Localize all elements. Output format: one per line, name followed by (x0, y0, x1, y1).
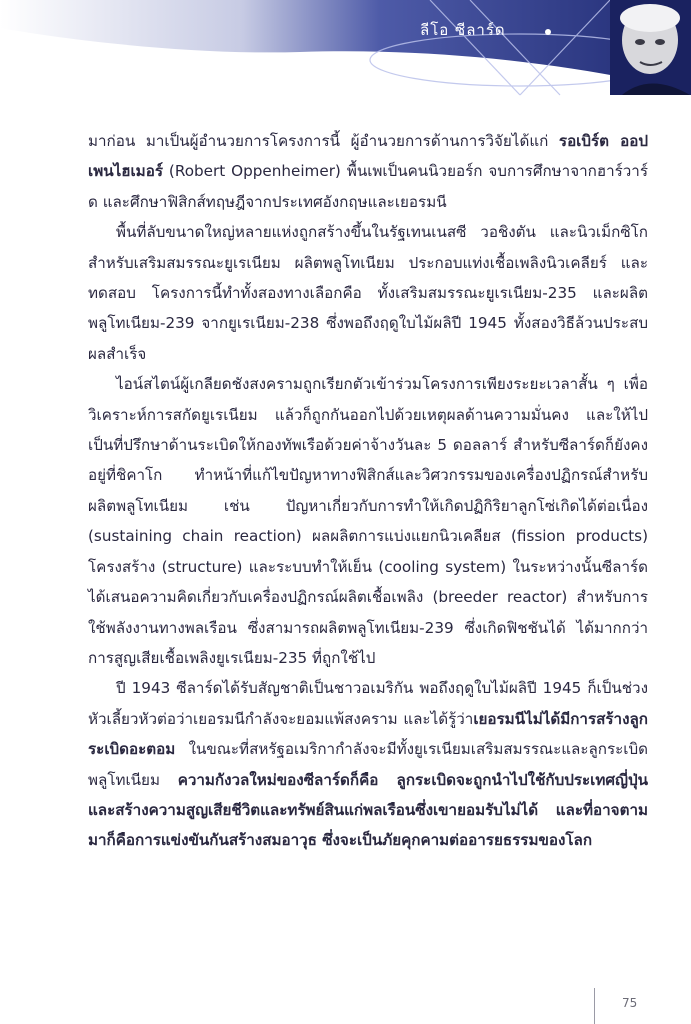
text-run: ไอน์สไตน์ผู้เกลียดชังสงครามถูกเรียกตัวเข้าร่วมโครงการเพียงระยะเวลาสั้น ๆ เพื่อวิเคราะห์การสกัดยูเรเนียม แล้วก็ถูกกันออกไปด้วยเหตุผลด้านความมั่นคง และให้ไปเป็นที่ปรึกษาด้านระเบิดให้กองทัพเรือด้วยค่าจ้างวันละ 5 ดอลลาร์ สำหรับซีลาร์ดก็ยังคงอยู่ที่ชิคาโก ทำหน้าที่แก้ไขปัญหาทางฟิสิกส์และวิศวกรรมของเครื่องปฏิกรณ์สำหรับผลิตพลูโทเนียม เช่น ปัญหาเกี่ยวกับการทำให้เกิดปฏิกิริยาลูกโซ่เกิดได้ต่อเนื่อง (sustaining chain reaction) ผลผลิตการแบ่งแยกนิวเคลียส (fission products) โครงสร้าง (structure) และระบบทำให้เย็น (cooling system) ในระหว่างนั้นซีลาร์ดได้เสนอความคิดเกี่ยวกับเครื่องปฏิกรณ์ผลิตเชื้อเพลิง (breeder reactor) สำหรับการใช้พลังงานทางพลเรือน ซึ่งสามารถผลิตพลูโทเนียม-239 ซึ่งเกิดฟิชชันได้ ได้มากกว่าการสูญเสียเชื้อเพลิงยูเรเนียม-235 ที่ถูกใช้ไป (88, 375, 648, 667)
bold-text-run: ความกังวลใหม่ของซีลาร์ดก็คือ ลูกระเบิดจะถูกนำไปใช้กับประเทศญี่ปุ่นและสร้างความสูญเสียชีวิตและทรัพย์สินแก่พลเรือนซึ่งเขายอมรับไม่ได้ และที่อาจตามมาก็คือการแข่งขันกันสร้างสมอาวุธ ซึ่งจะเป็นภัยคุกคามต่ออารยธรรมของโลก (88, 770, 648, 850)
page-number: 75 (622, 996, 638, 1010)
text-run: ปี 1943 ซีลาร์ดได้รับสัญชาติเป็นชาวอเมริกัน พอถึงฤดูใบไม้ผลิปี 1945 ก็เป็นช่วงหัวเลี้ยวหัวต่อว่าเยอรมนีกำลังจะยอมแพ้สงคราม และได้รู้ว่า (88, 679, 648, 728)
page-header-banner (0, 0, 691, 100)
header-dot (545, 29, 551, 35)
header-graphic (0, 0, 691, 100)
text-run: พื้นที่ลับขนาดใหญ่หลายแห่งถูกสร้างขึ้นในรัฐเทนเนสซี วอชิงตัน และนิวเม็กซิโก สำหรับเสริมสมรรณะยูเรเนียม ผลิตพลูโทเนียม ประกอบแท่งเชื้อเพลิงนิวเคลียร์ และทดสอบ โครงการนี้ทำทั้งสองทางเลือกคือ ทั้งเสริมสมรรณะยูเรเนียม-235 และผลิตพลูโทเนียม-239 จากยูเรเนียม-238 ซึ่งพอถึงฤดูใบไม้ผลิปี 1945 ทั้งสองวิธีล้วนประสบผลสำเร็จ (88, 223, 648, 363)
portrait-image (610, 0, 691, 95)
text-run: (Robert Oppenheimer) พื้นเพเป็นคนนิวยอร์ก จบการศึกษาจากฮาร์วาร์ด และศึกษาฟิสิกส์ทฤษฎีจากประเทศอังกฤษและเยอรมนี (88, 162, 648, 211)
text-run: มาก่อน มาเป็นผู้อำนวยการโครงการนี้ ผู้อำนวยการด้านการวิจัยได้แก่ (88, 132, 559, 150)
paragraph (88, 217, 648, 369)
article-body (88, 126, 648, 856)
paragraph (88, 369, 648, 673)
footer-divider (594, 988, 595, 1024)
text-run: ในขณะที่สหรัฐอเมริกากำลังจะมีทั้งยูเรเนียมเสริมสมรรณะและลูกระเบิดพลูโทเนียม (88, 740, 648, 789)
chapter-title: ลีโอ ซีลาร์ด (420, 21, 506, 39)
paragraph (88, 126, 648, 217)
paragraph (88, 673, 648, 855)
bold-text-run: รอเบิร์ต ออปเพนไฮเมอร์ (88, 132, 648, 181)
bold-text-run: เยอรมนีไม่ได้มีการสร้างลูกระเบิดอะตอม (88, 709, 648, 759)
